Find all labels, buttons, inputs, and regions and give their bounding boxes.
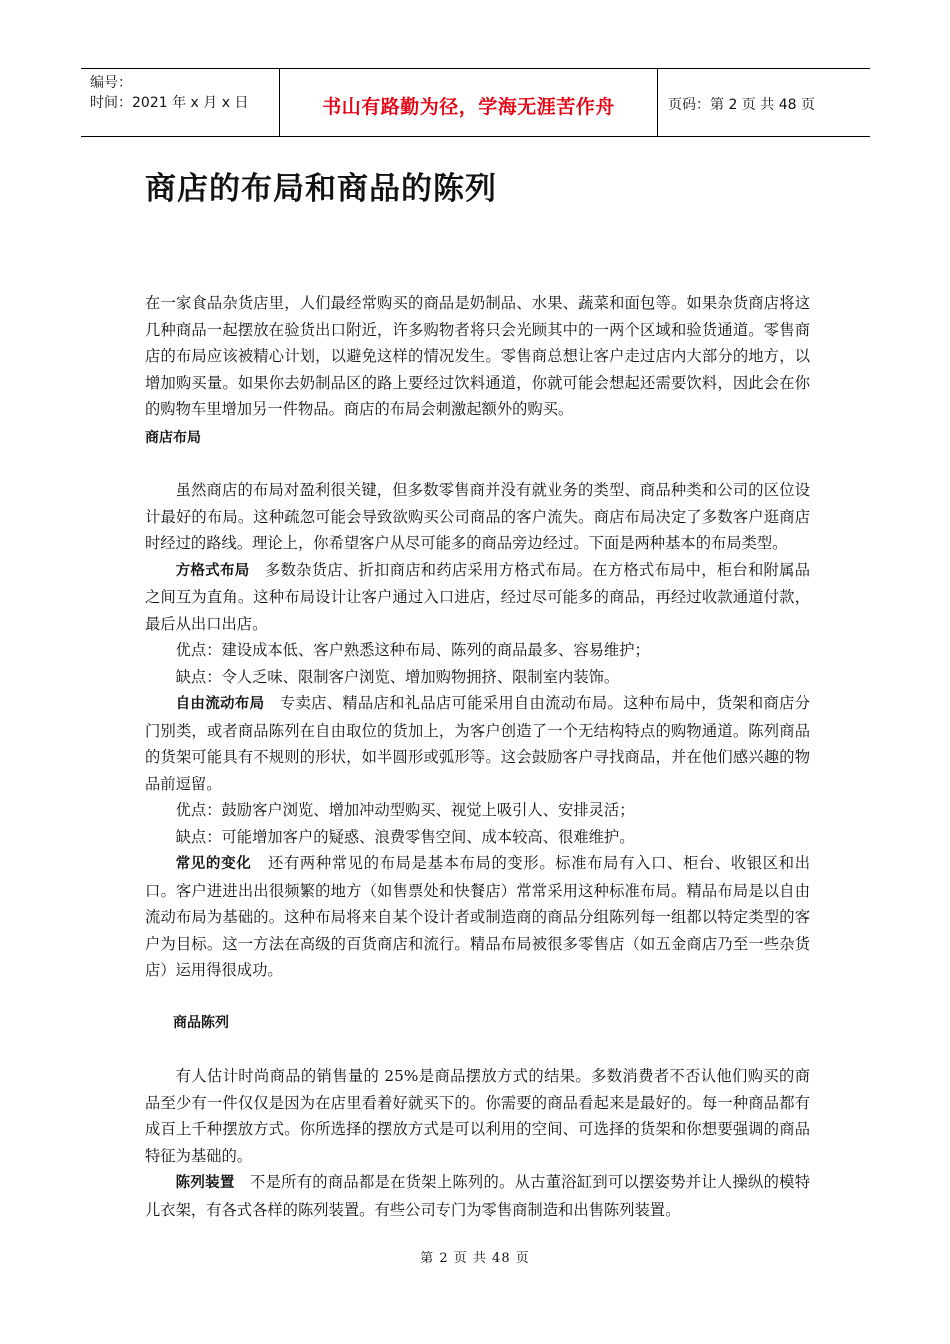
page-title: 商店的布局和商品的陈列	[145, 171, 497, 207]
variation-paragraph	[145, 850, 810, 984]
free-layout-paragraph	[145, 690, 810, 797]
section-heading-merchandise-display: 商品陈列	[173, 1014, 229, 1031]
grid-cons: 缺点：令人乏味、限制客户浏览、增加购物拥挤、限制室内装饰。	[175, 667, 620, 686]
grid-layout-label: 方格式布局	[175, 562, 250, 579]
free-layout-text: 专卖店、精品店和礼品店可能采用自由流动布局。这种布局中，货架和商店分门别类，或者商品陈列在自由取位的货加上，为客户创造了一个无结构特点的购物通道。陈列商品的货架可能具有不规则的形状，如半圆形或弧形等。这会鼓励客户寻找商品，并在他们感兴趣的物品前逗留。	[145, 694, 810, 793]
document-header	[81, 68, 870, 137]
page-footer: 第 2 页 共 48 页	[420, 1251, 530, 1266]
display-paragraph: 有人估计时尚商品的销售量的 25%是商品摆放方式的结果。多数消费者不否认他们购买的商品至少有一件仅仅是因为在店里看着好就买下的。你需要的商品看起来是最好的。每一种商品都有成百上千种摆放方式。你所选择的摆放方式是可以利用的空间、可选择的货架和你想要强调的商品特征为基础的。	[145, 1067, 810, 1165]
free-cons: 缺点：可能增加客户的疑惑、浪费零售空间、成本较高、很难维护。	[175, 827, 635, 846]
layout-paragraph: 虽然商店的布局对盈利很关键，但多数零售商并没有就业务的类型、商品种类和公司的区位设计最好的布局。这种疏忽可能会导致欲购买公司商品的客户流失。商店布局决定了多数客户逛商店时经过的路线。理论上，你希望客户从尽可能多的商品旁边经过。下面是两种基本的布局类型。	[145, 481, 810, 552]
document-number: 编号：	[90, 75, 132, 91]
header-page-number: 页码：第 2 页 共 48 页	[668, 97, 815, 113]
header-page-cell	[658, 69, 870, 136]
display-device-text: 不是所有的商品都是在货架上陈列的。从古董浴缸到可以摆姿势并让人操纵的模特儿衣架，有各式各样的陈列装置。有些公司专门为零售商制造和出售陈列装置。	[145, 1173, 810, 1219]
header-motto-cell	[280, 69, 658, 136]
grid-pros: 优点：建设成本低、客户熟悉这种布局、陈列的商品最多、容易维护；	[175, 641, 650, 659]
variation-label: 常见的变化	[175, 856, 252, 872]
intro-paragraph: 在一家食品杂货店里，人们最经常购买的商品是奶制品、水果、蔬菜和面包等。如果杂货商店将这几种商品一起摆放在验货出口附近，许多购物者将只会光顾其中的一两个区域和验货通道。零售商店的布局应该被精心计划，以避免这样的情况发生。零售商总想让客户走过店内大部分的地方，以增加购买量。如果你去奶制品区的路上要经过饮料通道，你就可能会想起还需要饮料，因此会在你的购物车里增加另一件物品。商店的布局会刺激起额外的购买。	[145, 294, 810, 418]
grid-layout-text: 多数杂货店、折扣商店和药店采用方格式布局。在方格式布局中，柜台和附属品之间互为直角。这种布局设计让客户通过入口进店，经过尽可能多的商品，再经过收款通道付款，最后从出口出店。	[145, 560, 810, 633]
grid-layout-paragraph	[145, 557, 810, 638]
header-meta-cell	[81, 69, 280, 136]
document-date: 时间：2021 年 x 月 x 日	[90, 95, 249, 111]
document-body	[145, 290, 810, 1223]
free-pros: 优点：鼓励客户浏览、增加冲动型购买、视觉上吸引人、安排灵活；	[175, 801, 635, 819]
variation-text: 还有两种常见的布局是基本布局的变形。标准布局有入口、柜台、收银区和出口。客户进进出出很频繁的地方（如售票处和快餐店）常常采用这种标准布局。精品布局是以自由流动布局为基础的。这种布局将来自某个设计者或制造商的商品分组陈列每一组都以特定类型的客户为目标。这一方法在高级的百货商店和流行。精品布局被很多零售店（如五金商店乃至一些杂货店）运用得很成功。	[145, 854, 810, 979]
section-heading-store-layout: 商店布局	[145, 429, 201, 446]
display-device-paragraph	[145, 1169, 810, 1223]
display-device-label: 陈列装置	[175, 1175, 235, 1191]
free-layout-label: 自由流动布局	[175, 696, 265, 712]
header-motto: 书山有路勤为径，学海无涯苦作舟	[322, 96, 615, 118]
